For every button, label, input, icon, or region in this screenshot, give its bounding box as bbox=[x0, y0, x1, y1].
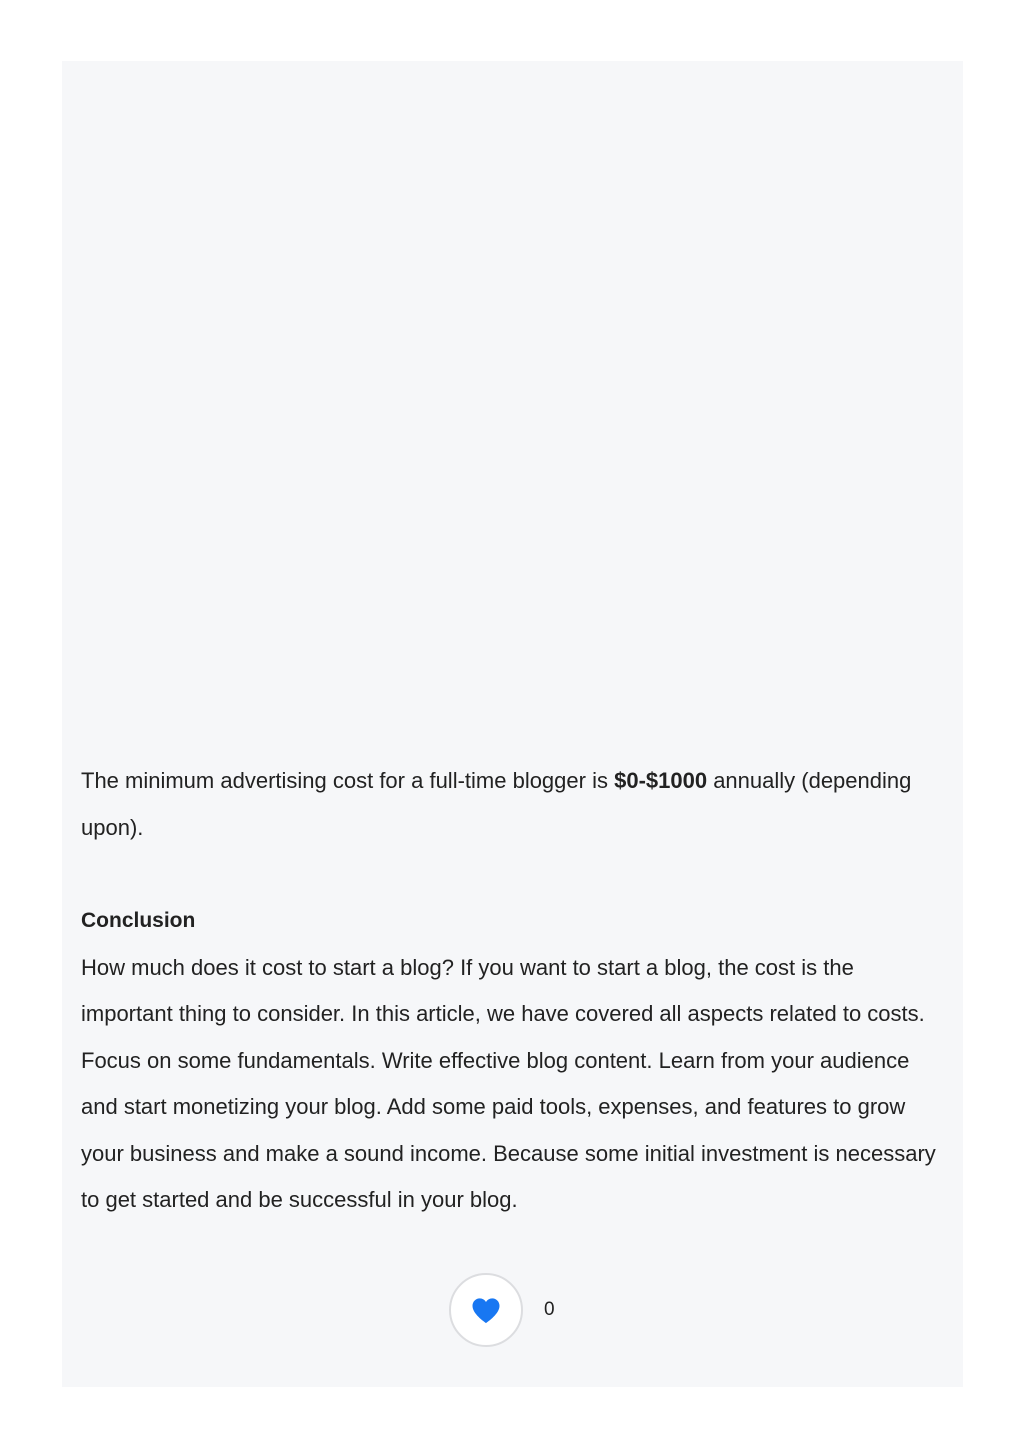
advertising-cost-text-after: annually (depending upon). bbox=[81, 768, 912, 840]
like-count: 0 bbox=[544, 1299, 555, 1320]
advertising-cost-amount: $0-$1000 bbox=[614, 768, 708, 793]
conclusion-heading: Conclusion bbox=[81, 909, 196, 932]
article-card bbox=[62, 61, 963, 1387]
article-content bbox=[81, 758, 941, 1224]
advertising-cost-paragraph bbox=[81, 758, 941, 851]
like-button[interactable] bbox=[449, 1273, 523, 1347]
like-section bbox=[449, 1273, 555, 1347]
paragraph-spacer bbox=[81, 851, 941, 898]
heart-icon bbox=[471, 1297, 501, 1324]
advertising-cost-text-before: The minimum advertising cost for a full-time blogger is bbox=[81, 768, 615, 793]
conclusion-paragraph: How much does it cost to start a blog? If you want to start a blog, the cost is the important thing to consider. In this article, we have covered all aspects related to costs. Focus on some fundamentals. Write effective blog content. Learn from your audience and start monetizing your blog. Add some paid tools, expenses, and features to grow your business and make a sound income. Because some initial investment is necessary to get started and be successful in your blog. bbox=[81, 954, 936, 1212]
image-placeholder bbox=[62, 61, 963, 681]
